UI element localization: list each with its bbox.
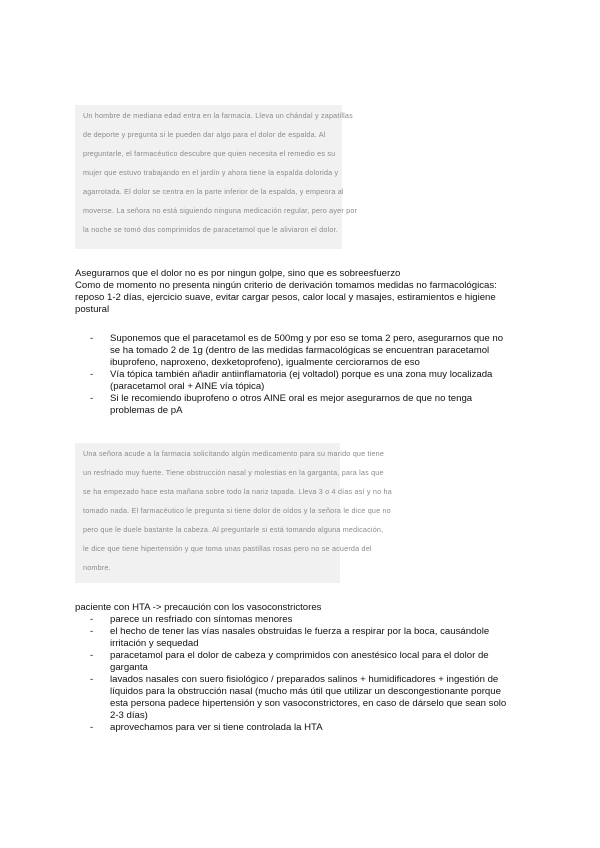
list-item [75, 393, 550, 417]
list-item-line: 2-3 días) [110, 710, 148, 721]
bullet-dash: - [90, 369, 94, 380]
case1-line: agarrotada. El dolor se centra en la parte inferior de la espalda, y empeora al [83, 187, 344, 196]
block1-line: reposo 1-2 días, ejercicio suave, evitar cargar pesos, calor local y masajes, estiramientos e higiene [75, 292, 496, 303]
list-item-line: lavados nasales con suero fisiológico / preparados salinos + humidificadores + ingestión de [110, 674, 499, 685]
list-item-line: garganta [110, 662, 148, 673]
block1-line: Como de momento no presenta ningún criterio de derivación tomamos medidas no farmacológicas: [75, 280, 497, 291]
list-item [75, 722, 550, 734]
list-item-line: Suponemos que el paracetamol es de 500mg y por eso se toma 2 pero, asegurarnos que no [110, 333, 504, 344]
list-item-line: Si le recomiendo ibuprofeno o otros AINE oral es mejor asegurarnos de que no tenga [110, 393, 473, 404]
list-item-line: paracetamol para el dolor de cabeza y comprimidos con anestésico local para el dolor de [110, 650, 489, 661]
case-screenshot-1 [75, 105, 358, 249]
case1-line: moverse. La señora no está siguiendo ninguna medicación regular, pero ayer por [83, 206, 358, 215]
list-item-line: parece un resfriado con síntomas menores [110, 614, 293, 625]
block1-heading: Asegurarnos que el dolor no es por ningun golpe, sino que es sobreesfuerzo [75, 268, 401, 279]
list-item-line: problemas de pA [110, 405, 183, 416]
bullet-dash: - [90, 650, 94, 661]
list-item-line: aprovechamos para ver si tiene controlada la HTA [110, 722, 323, 733]
bullet-dash: - [90, 722, 94, 733]
list-item [75, 333, 550, 369]
bullet-dash: - [90, 674, 94, 685]
case2-line: le dice que tiene hipertensión y que toma unas pastillas rosas pero no se acuerda del [83, 544, 372, 553]
case2-line: nombre. [83, 563, 111, 572]
case-screenshot-2 [75, 443, 392, 583]
list-item-line: irritación y sequedad [110, 638, 199, 649]
list-item-line: el hecho de tener las vías nasales obstruidas le fuerza a respirar por la boca, causándole [110, 626, 490, 637]
case1-line: la noche se tomó dos comprimidos de paracetamol que le aliviaron el dolor. [83, 225, 338, 234]
case2-line: tomado nada. El farmacéutico le pregunta si tiene dolor de oídos y la señora le dice que no [83, 506, 391, 515]
list-item-line: se ha tomado 2 de 1g (dentro de las medidas farmacológicas se encuentran paracetamol [110, 345, 490, 356]
list-item [75, 650, 550, 674]
bullet-dash: - [90, 626, 94, 637]
list-item [75, 674, 550, 722]
list-item [75, 614, 550, 626]
bullet-dash: - [90, 333, 94, 344]
case1-line: Un hombre de mediana edad entra en la farmacia. Lleva un chándal y zapatillas [83, 111, 353, 120]
list-item [75, 626, 550, 650]
recommendation-list-1 [75, 333, 550, 417]
recommendation-list-2 [75, 614, 550, 734]
bullet-dash: - [90, 393, 94, 404]
case2-line: un resfriado muy fuerte. Tiene obstrucción nasal y molestias en la garganta, para las que [83, 468, 384, 477]
case1-line: mujer que estuvo trabajando en el jardín y ahora tiene la espalda dolorida y [83, 168, 339, 177]
case2-line: pero que le duele bastante la cabeza. Al preguntarle si está tomando alguna medicación, [83, 525, 384, 534]
list-item [75, 369, 550, 393]
list-item-line: Vía tópica también añadir antiinflamatoria (ej voltadol) porque es una zona muy localizada [110, 369, 493, 380]
block2-heading: paciente con HTA -> precaución con los vasoconstrictores [75, 602, 322, 613]
case1-line: de deporte y pregunta si le pueden dar algo para el dolor de espalda. Al [83, 130, 326, 139]
bullet-dash: - [90, 614, 94, 625]
list-item-line: líquidos para la obstrucción nasal (mucho más útil que utilizar un descongestionante porque [110, 686, 501, 697]
case2-line: se ha empezado hace esta mañana sobre todo la nariz tapada. Lleva 3 o 4 días así y no ha [83, 487, 392, 496]
list-item-line: esta persona padece hipertensión y son vasoconstrictores, en caso de dárselo que sean solo [110, 698, 507, 709]
list-item-line: ibuprofeno, naproxeno, dexketoprofeno), igualmente cerciorarnos de eso [110, 357, 420, 368]
case1-line: preguntarle, el farmacéutico descubre que quien necesita el remedio es su [83, 149, 336, 158]
block1-line: postural [75, 304, 110, 315]
list-item-line: (paracetamol oral + AINE vía tópica) [110, 381, 265, 392]
case2-line: Una señora acude a la farmacia solicitando algún medicamento para su marido que tiene [83, 449, 385, 458]
